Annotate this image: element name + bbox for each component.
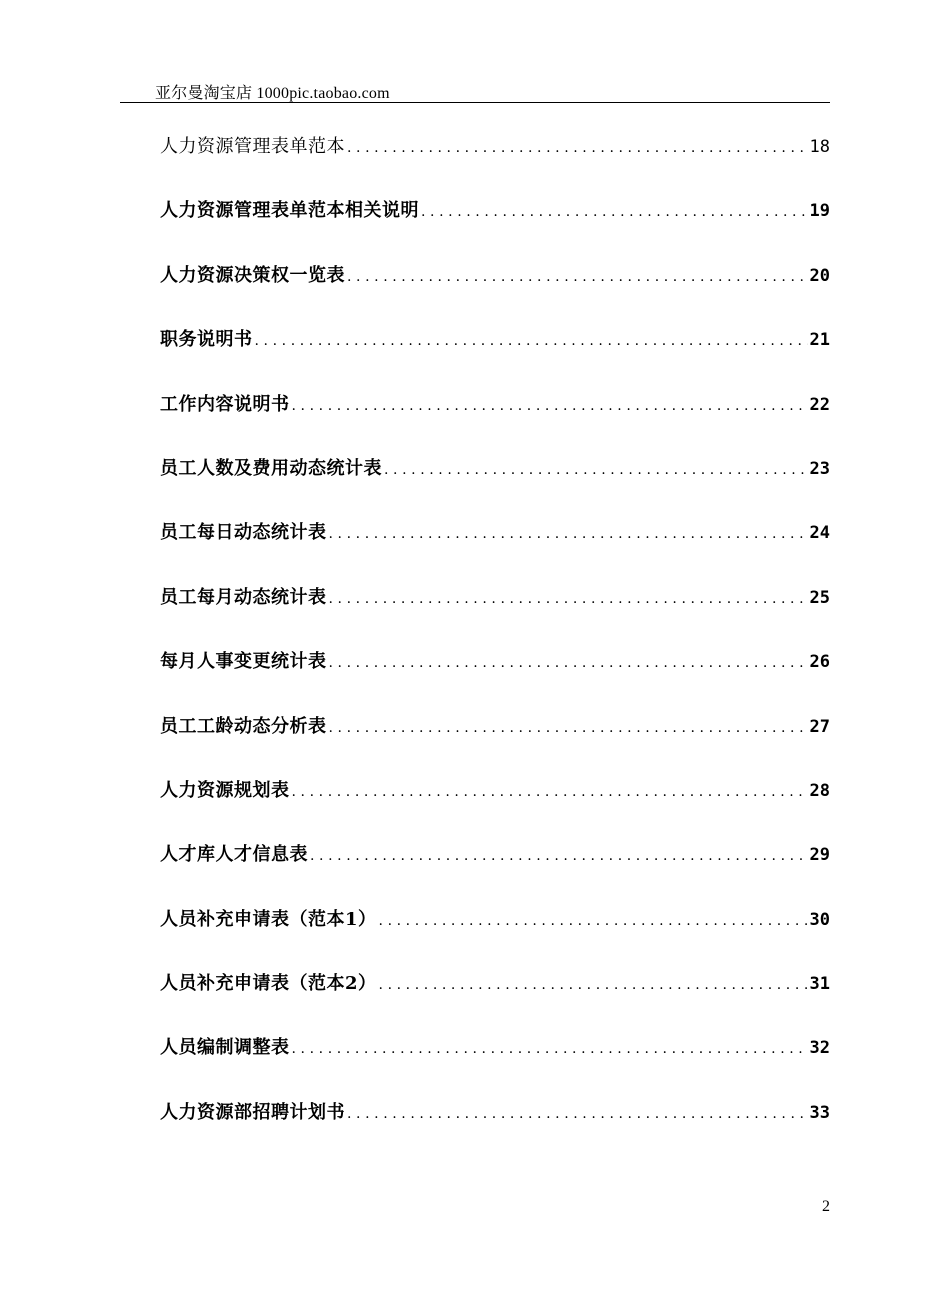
toc-dot-leader [290,779,808,805]
page-header-text: 亚尔曼淘宝店 1000pic.taobao.com [155,85,390,102]
toc-dot-leader [327,521,808,547]
toc-entry-page: 23 [809,458,830,479]
toc-dot-leader [377,972,808,998]
toc-dot-leader [327,586,808,612]
toc-entry-title: 员工工龄动态分析表 [160,715,327,737]
toc-dot-leader [308,843,808,869]
header-divider [120,102,830,103]
toc-dot-leader [345,135,808,161]
toc-dot-leader [419,199,808,225]
toc-entry[interactable] [160,392,830,456]
toc-dot-leader [382,457,808,483]
toc-entry-page: 19 [809,201,830,222]
page-number: 2 [822,1198,830,1215]
toc-entry[interactable] [160,1100,830,1164]
table-of-contents [160,134,830,1164]
toc-entry-page: 20 [809,265,830,286]
toc-entry-title: 人力资源部招聘计划书 [160,1101,345,1123]
toc-entry[interactable] [160,263,830,327]
toc-entry[interactable] [160,520,830,584]
toc-entry-title: 员工每月动态统计表 [160,586,327,608]
toc-entry-title: 每月人事变更统计表 [160,651,327,673]
toc-dot-leader [327,715,808,741]
toc-entry-page: 25 [809,587,830,608]
toc-entry-page: 26 [809,652,830,673]
toc-dot-leader [290,393,808,419]
toc-entry[interactable] [160,585,830,649]
toc-entry-page: 29 [809,845,830,866]
toc-dot-leader [345,264,808,290]
toc-entry-title: 职务说明书 [160,329,253,351]
toc-entry-title: 工作内容说明书 [160,393,290,415]
toc-entry-page: 28 [809,780,830,801]
toc-entry[interactable] [160,649,830,713]
toc-entry-title: 人员补充申请表（范本1） [160,908,377,930]
toc-dot-leader [290,1036,808,1062]
toc-entry-title: 员工每日动态统计表 [160,522,327,544]
toc-entry-title: 人力资源规划表 [160,779,290,801]
toc-entry-title: 人员补充申请表（范本2） [160,973,377,995]
toc-entry-page: 21 [809,330,830,351]
toc-entry[interactable] [160,456,830,520]
toc-entry-page: 31 [809,974,830,995]
toc-dot-leader [253,328,808,354]
toc-entry-title: 人力资源决策权一览表 [160,264,345,286]
toc-entry[interactable] [160,327,830,391]
toc-entry-title: 人才库人才信息表 [160,844,308,866]
toc-entry[interactable] [160,778,830,842]
toc-entry-page: 18 [809,137,830,157]
toc-entry-page: 27 [809,716,830,737]
toc-dot-leader [377,908,808,934]
toc-entry[interactable] [160,134,830,198]
toc-dot-leader [345,1101,808,1127]
toc-dot-leader [327,650,808,676]
toc-entry[interactable] [160,1035,830,1099]
toc-entry[interactable] [160,714,830,778]
toc-entry[interactable] [160,907,830,971]
toc-entry-title: 人员编制调整表 [160,1037,290,1059]
toc-entry-page: 33 [809,1102,830,1123]
toc-entry-page: 24 [809,523,830,544]
toc-entry[interactable] [160,971,830,1035]
toc-entry-page: 32 [809,1038,830,1059]
toc-entry-page: 22 [809,394,830,415]
toc-entry-title: 员工人数及费用动态统计表 [160,457,382,479]
toc-entry[interactable] [160,842,830,906]
toc-entry-page: 30 [809,909,830,930]
toc-entry[interactable] [160,198,830,262]
toc-entry-title: 人力资源管理表单范本 [160,136,345,157]
toc-entry-title: 人力资源管理表单范本相关说明 [160,200,419,222]
